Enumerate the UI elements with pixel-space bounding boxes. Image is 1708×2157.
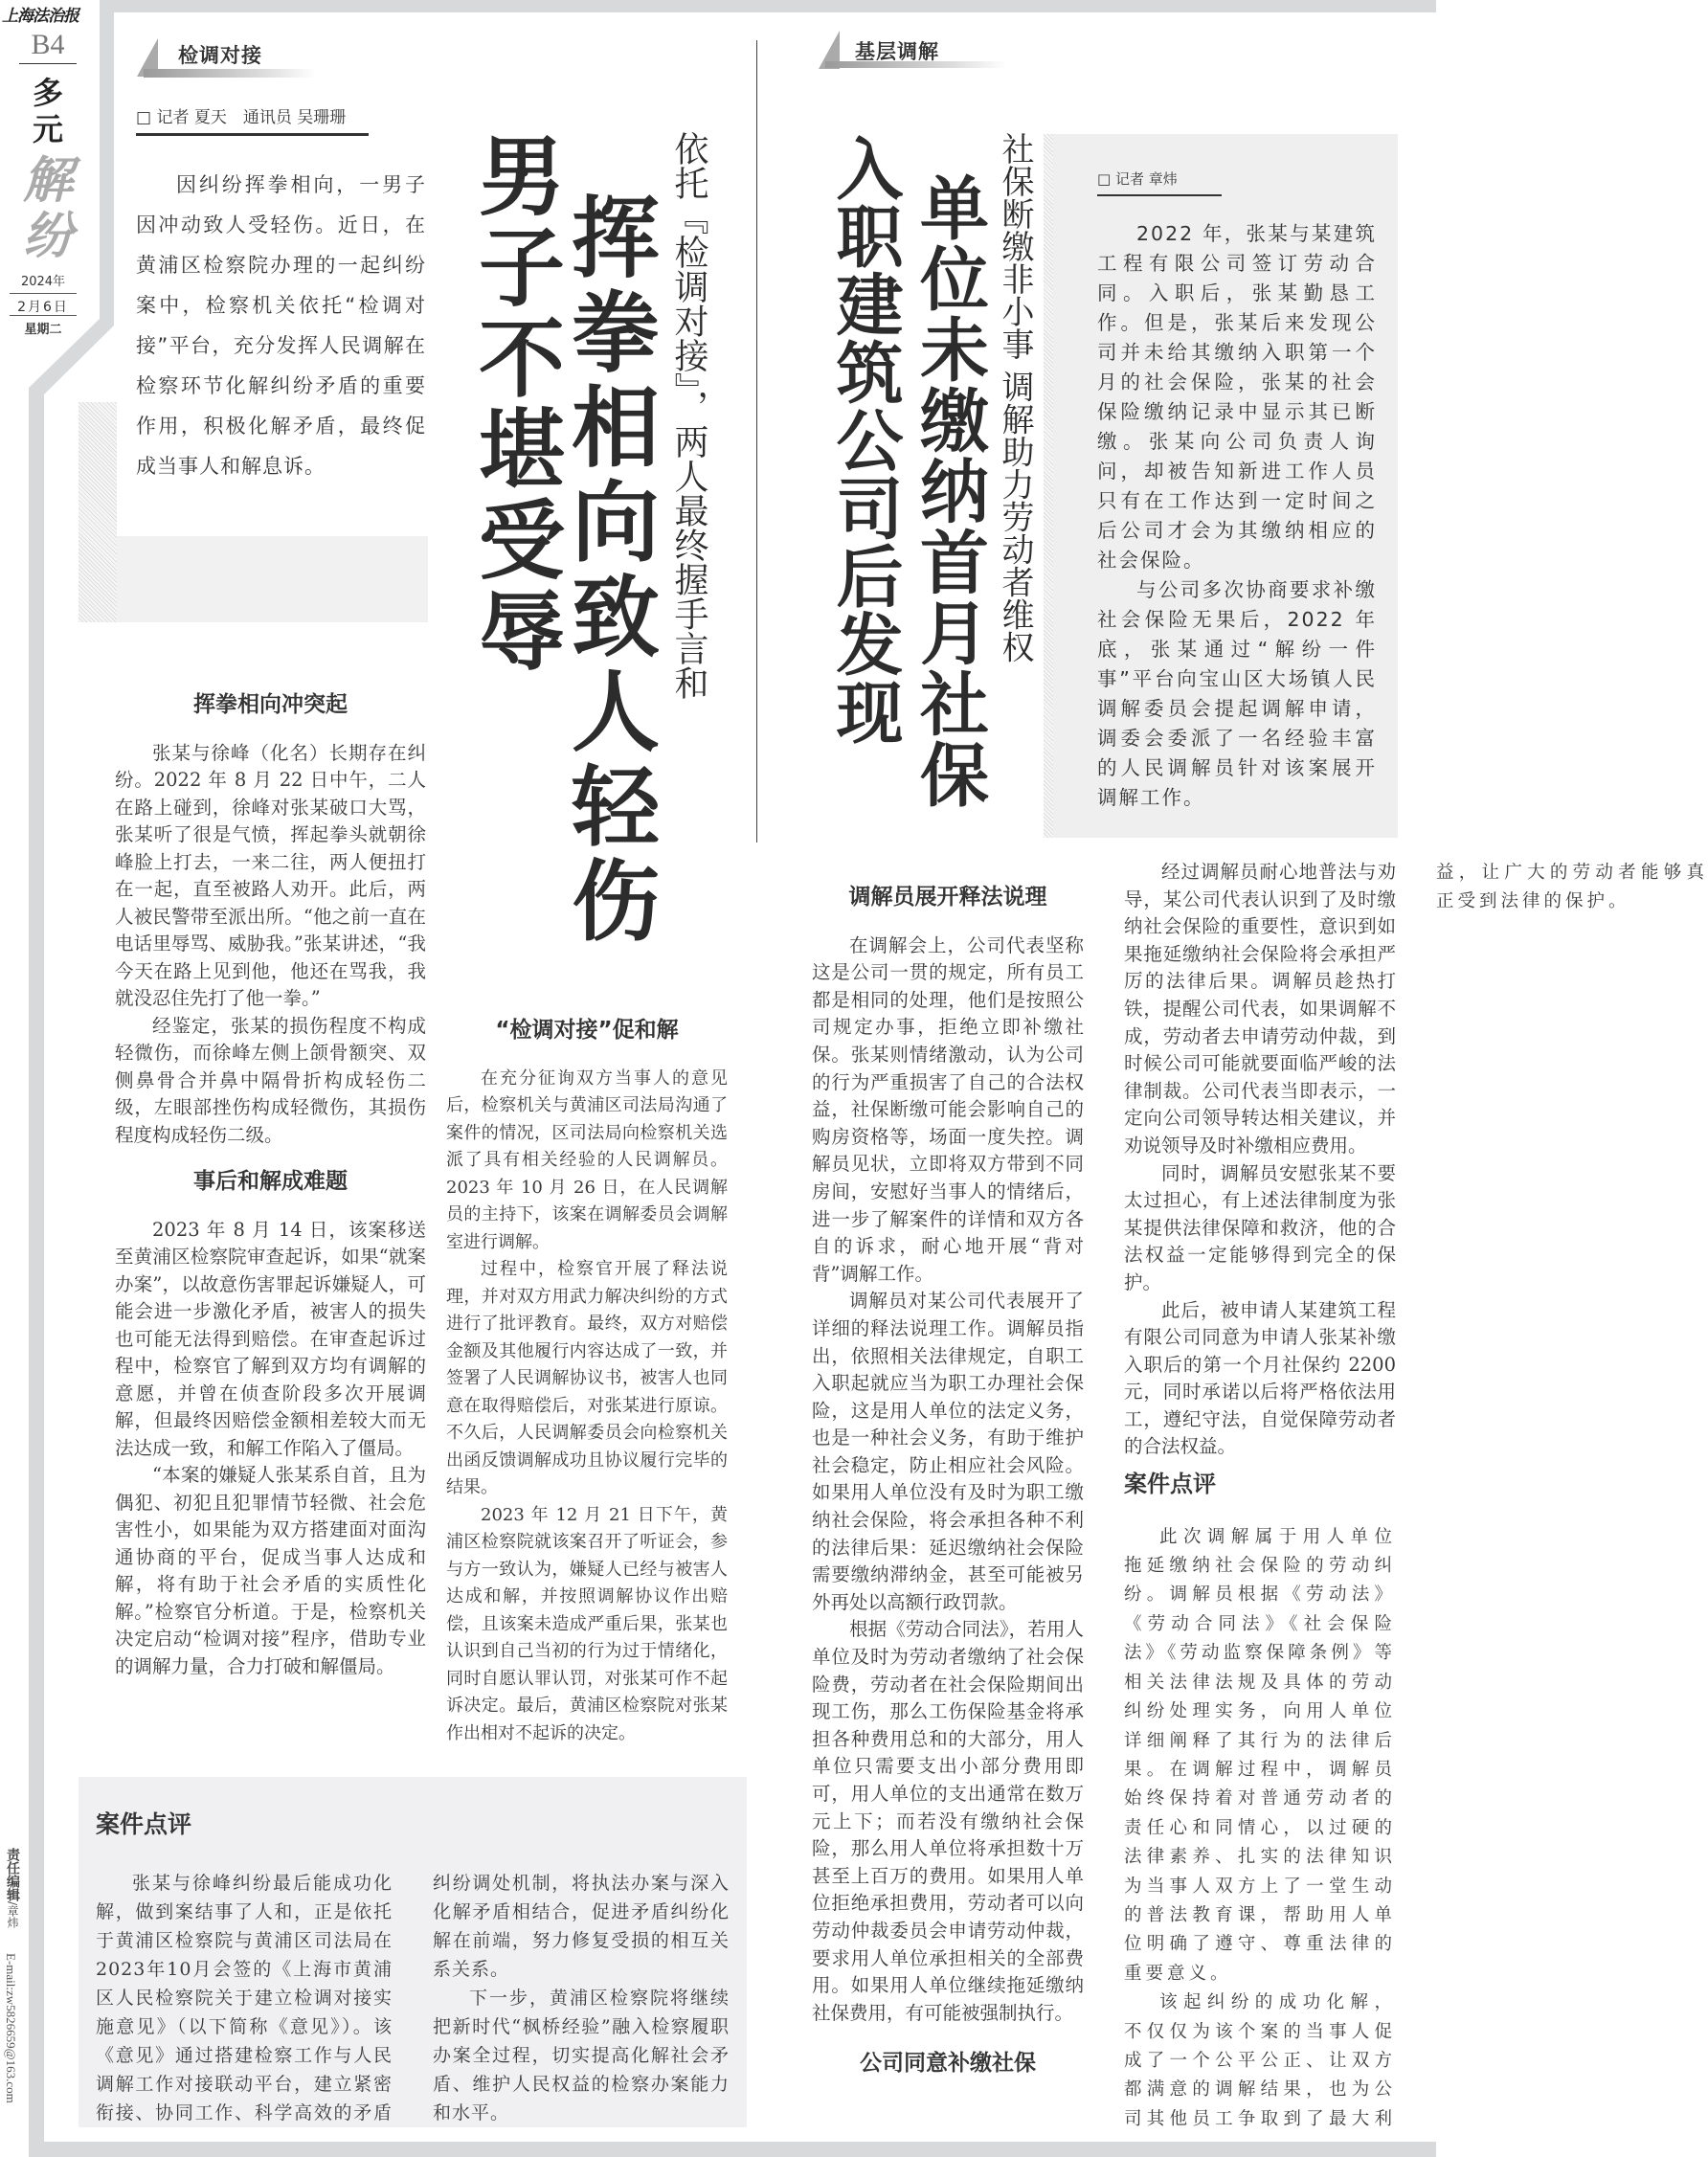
page-number: B4	[19, 29, 77, 64]
paragraph: 在调解会上，公司代表坚称这是公司一贯的规定，所有员工都是相同的处理，他们是按照公司规定办事，拒绝立即补缴社保。张某则情绪激动，认为公司的行为严重损害了自己的合法权益，社保断缴可能会影响自己的购房资格等，场面一度失控。调解员见状，立即将双方带到不同房间，安慰好当事人的情绪后，进一步了解案件的详情和双方各自的诉求，耐心地开展“背对背”调解工作。	[812, 933, 1084, 1285]
newspaper-logo: 上海法治报	[2, 7, 79, 26]
weekday: 星期二	[10, 315, 77, 337]
article-divider	[756, 40, 757, 843]
hatch-decoration	[1044, 134, 1053, 838]
main-headline-1: 单位未缴纳首月社保	[909, 172, 990, 810]
paragraph: 根据《劳动合同法》，若用人单位及时为劳动者缴纳了社会保险费，劳动者在社会保险期间出现工伤，那么工伤保险基金将承担各种费用总和的大部分，用人单位只需要支出小部分费用即可，用人单位的支出通常在数万元上下；而若没有缴纳社会保险，那么用人单位将承担数十万甚至上百万的费用。如果用人单位拒绝承担费用，劳动者可以向劳动仲裁委员会申请劳动仲裁，要求用人单位承担相关的全部费用。如果用人单位继续拖延缴纳社保费用，有可能被强制执行。	[812, 1618, 1084, 2024]
paragraph: 经鉴定，张某的损伤程度不构成轻微伤，而徐峰左侧上颌骨额突、双侧鼻骨合并鼻中隔骨折构成轻伤二级，左眼部挫伤构成轻微伤，其损伤程度构成轻伤二级。	[115, 1014, 426, 1146]
label-underline	[144, 69, 316, 78]
paragraph: 张某与徐峰纠纷最后能成功化解，做到案结事了人和，正是依托于黄浦区检察院与黄浦区司法局在2023年10月会签的《上海市黄浦区人民检察院关于建立检调对接实施意见》（以下简称《意见》）。该《意见》通过搭建检察工作与人民调解工作对接联动平台，建立紧密衔接、协同工作、科学高效的矛盾纠纷调处机制，将执法办案与深入化解矛盾相结合，促进矛盾纠纷化解在前端，努力修复受损的相互关系关系。	[96, 1873, 730, 2123]
lead-paragraph	[136, 165, 426, 486]
section-heading: “检调对接”促和解	[495, 1018, 679, 1043]
case-review-title: 案件点评	[1124, 1471, 1216, 1498]
lead-text: 2022 年，张某与某建筑工程有限公司签订劳动合同。入职后，张某勤恳工作。但是，张某后来发现公司并未给其缴纳入职第一个月的社会保险，张某的社会保险缴纳记录中显示其已断缴。张某向公司负责人询问，却被告知新进工作人员只有在工作达到一定时间之后公司才会为其缴纳相应的社会保险。	[1097, 222, 1377, 572]
date-year: 2024年	[20, 275, 66, 289]
case-review-text	[96, 1869, 730, 2127]
column-label: 基层调解	[855, 40, 939, 63]
paragraph: 此后，被申请人某建筑工程有限公司同意为申请人张某补缴入职后的第一个月社保约 2200 元，同时承诺以后将严格依法用工，遵纪守法，自觉保障劳动者的合法权益。	[1124, 1298, 1396, 1458]
editor-credit	[3, 1848, 22, 1928]
byline: □ 记者 夏天 通讯员 吴珊珊	[136, 103, 369, 136]
lead-shade	[117, 536, 428, 622]
paragraph: 下一步，黄浦区检察院将继续把新时代“枫桥经验”融入检察履职办案全过程，切实提高化解社会矛盾、维护人民权益的检察办案能力和水平。	[433, 1988, 730, 2123]
paragraph: 经过调解员耐心地普法与劝导，某公司代表认识到了及时缴纳社会保险的重要性，意识到如果拖延缴纳社会保险将会承担严厉的法律后果。调解员趁热打铁，提醒公司代表，如果调解不成，劳动者去申请劳动仲裁，到时候公司可能就要面临严峻的法律制裁。公司代表当即表示，一定向公司领导转达相关建议，并劝说领导及时补缴相应费用。	[1124, 861, 1396, 1157]
lead-paragraph	[1097, 219, 1377, 813]
paragraph: 此次调解属于用人单位拖延缴纳社会保险的劳动纠纷。调解员根据《劳动法》《劳动合同法》《社会保险法》《劳动监察保障条例》等相关法律法规及具体的劳动纠纷处理实务，向用人单位详细阐释了其行为的法律后果。在调解过程中，调解员始终保持着对普通劳动者的责任心和同情心，以过硬的法律素养、扎实的法律知识为当事人双方上了一堂生动的普法教育课，帮助用人单位明确了遵守、尊重法律的重要意义。	[1124, 1526, 1396, 1984]
date-day: 2月6日	[10, 293, 77, 316]
editor-email: E-mail:zw5826659@163.com	[4, 1953, 18, 2103]
section-heading: 事后和解成难题	[193, 1169, 348, 1194]
case-review-title: 案件点评	[96, 1810, 192, 1838]
paragraph: 该起纠纷的成功化解，不仅仅为该个案的当事人促成了一个公平公正、让双方都满意的调解结果，也为公司其他员工争取到了最大利益，让广大的劳动者能够真正受到法律的保护。	[1124, 863, 1708, 2129]
article-body-columns	[812, 859, 1708, 2138]
lead-text: 因纠纷挥拳相向，一男子因冲动致人受轻伤。近日，在黄浦区检察院办理的一起纠纷案中，检察机关依托“检调对接”平台，充分发挥人民调解在检察环节化解纠纷矛盾的重要作用，积极化解矛盾，最终促成当事人和解息诉。	[136, 173, 426, 478]
kicker-headline: 依托『检调对接』，两人最终握手言和	[669, 131, 708, 700]
editor-name: /章炜	[6, 1901, 19, 1929]
main-headline-1: 挥拳相向致人轻伤	[557, 191, 661, 950]
editor-label: 责任编辑	[5, 1848, 20, 1901]
column-label: 检调对接	[178, 44, 262, 67]
subtitle: 社保断缴非小事 调解助力劳动者维权	[996, 132, 1034, 663]
main-headline-2: 入职建筑公司后发现	[825, 134, 905, 746]
article-column-2	[446, 1017, 728, 1747]
paragraph: 同时，调解员安慰张某不要太过担心，有上述法律制度为张某提供法律保障和救济，他的合法权益一定能够得到完全的保护。	[1124, 1161, 1396, 1293]
paragraph: 张某与徐峰（化名）长期存在纠纷。2022 年 8 月 22 日中午，二人在路上碰到，徐峰对张某破口大骂，张某听了很是气愤，挥起拳头就朝徐峰脸上打去，一来二往，两人便扭打在一起，直至被路人劝开。此后，两人被民警带至派出所。“他之前一直在电话里辱骂、威胁我。”张某讲述，“我今天在路上见到他，他还在骂我，我就没忍住先打了他一拳。”	[115, 741, 426, 1009]
case-review-box	[79, 1777, 747, 2127]
section-heading: 公司同意补缴社保	[860, 2051, 1036, 2077]
byline: □ 记者 章炜	[1097, 169, 1222, 196]
article-column-1	[115, 691, 426, 1680]
paragraph: “本案的嫌疑人张某系自首，且为偶犯、初犯且犯罪情节轻微、社会危害性小，如果能为双方搭建面对面沟通协商的平台，促成当事人达成和解，将有助于社会矛盾的实质性化解。”检察官分析道。于是，检察机关决定启动“检调对接”程序，借助专业的调解力量，合力打破和解僵局。	[115, 1464, 426, 1677]
section-title-line1: 多元	[32, 75, 63, 147]
paragraph: 2023 年 8 月 14 日，该案移送至黄浦区检察院审查起诉，如果“就案办案”，以故意伤害罪起诉嫌疑人，可能会进一步激化矛盾，被害人的损失也可能无法得到赔偿。在审查起诉过程中，检察官了解到双方均有调解的意愿，并曾在侦查阶段多次开展调解，但最终因赔偿金额相差较大而无法达成一致，和解工作陷入了僵局。	[115, 1218, 426, 1459]
paragraph: 在充分征询双方当事人的意见后，检察机关与黄浦区司法局沟通了案件的情况，区司法局向检察机关选派了具有相关经验的人民调解员。2023 年 10 月 26 日，在人民调解员的主持下，该案在调解委员会调解室进行调解。	[446, 1067, 728, 1252]
section-heading: 调解员展开释法说理	[848, 885, 1047, 910]
paragraph: 过程中，检察官开展了释法说理，并对双方用武力解决纠纷的方式进行了批评教育。最终，双方对赔偿金额及其他履行内容达成了一致，并签署了人民调解协议书，被害人也同意在取得赔偿后，对张某进行原谅。不久后，人民调解委员会向检察机关出函反馈调解成功且协议履行完毕的结果。	[446, 1259, 728, 1497]
paragraph: 2023 年 12 月 21 日下午，黄浦区检察院就该案召开了听证会，参与方一致认为，嫌疑人已经与被害人达成和解，并按照调解协议作出赔偿，且该案未造成严重后果，张某也认识到自己当初的行为过于情绪化，同时自愿认罪认罚，对张某可作不起诉决定。最后，黄浦区检察院对张某作出相对不起诉的决定。	[446, 1504, 728, 1743]
hatch-decoration	[79, 402, 117, 622]
paragraph: 调解员对某公司代表展开了详细的释法说理工作。调解员指出，依照相关法律规定，自职工入职起就应当为职工办理社会保险，这是用人单位的法定义务，也是一种社会义务，有助于维护社会稳定，防止相应社会风险。如果用人单位没有及时为职工缴纳社会保险，将会承担各种不利的法律后果：延迟缴纳社会保险需要缴纳滞纳金，甚至可能被另外再处以高额行政罚款。	[812, 1290, 1084, 1613]
section-title-line2: 解纷	[22, 151, 73, 265]
main-headline-2: 男子不堪受辱	[463, 131, 565, 677]
lead-text: 与公司多次协商要求补缴社会保险无果后，2022 年底，张某通过“解纷一件事”平台向宝山区大场镇人民调解委员会提起调解申请，调委会委派了一名经验丰富的人民调解员针对该案展开调解工作。	[1097, 578, 1377, 809]
section-heading: 挥拳相向冲突起	[193, 692, 348, 717]
